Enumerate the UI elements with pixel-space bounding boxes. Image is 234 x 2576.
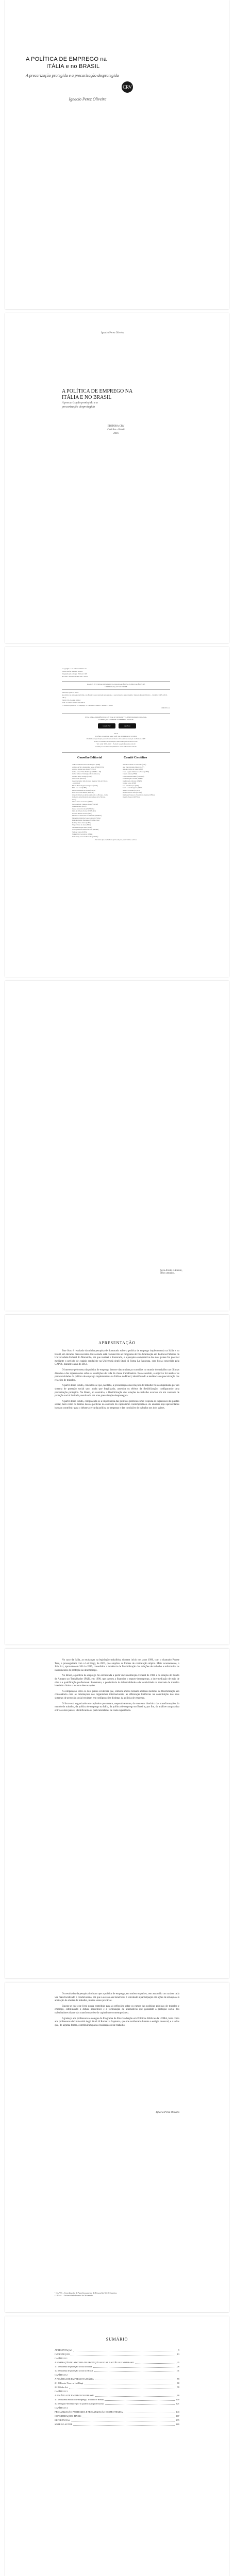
dedication bbox=[160, 1269, 182, 1275]
title-line-2: ITÁLIA E NO BRASIL bbox=[62, 395, 112, 400]
council-member: Gloria Fariñas León (Universidade de La Havana – Cuba) bbox=[72, 793, 108, 796]
scientific-committee-list bbox=[123, 764, 159, 799]
council-member: Jailson Alves dos Santos (UFRJ) bbox=[72, 801, 93, 803]
toc-entry[interactable] bbox=[55, 2389, 179, 2394]
paragraph: A partir desse estudo, constatou-se que, na Itália, a precarização das relações de trabalho foi acompanhada por um sistema de proteção social que, ainda que fragilizado, ameniza os efeitos da flexibilização, configurando uma precarização protegida. No Brasil, ao contrário, a flexibilização das relações de trabalho ocorreu em um contexto de proteção social limitada, resultando em uma precarização desprotegida. bbox=[55, 1384, 179, 1398]
presentation-body bbox=[55, 1350, 179, 1413]
cover-subtitle: A precarização protegida e a precarização desprotegida bbox=[26, 73, 119, 78]
toc-label: 1.2 O sistema de proteção social no Brasil bbox=[55, 2369, 93, 2372]
council-member: Leonel Severo Rocha (UNISINOS) bbox=[72, 807, 94, 810]
website: Conheça os nossos lançamentos: www.editoracrv.com.br bbox=[95, 745, 137, 748]
toc-leader bbox=[124, 2410, 175, 2413]
committee-member: Ozanira Silva e Silva (UFMA) bbox=[123, 791, 142, 793]
committee-member: Eliana Teixeira Bilhão (UNITINS) bbox=[123, 775, 144, 777]
title-page-publisher bbox=[82, 425, 149, 435]
paragraph: No caso da Itália, as mudanças na legislação trabalhista tiveram início nos anos 1990, com o chamado Pacote Treu, e prosseguiram com a Lei Biagi, de 2003, que ampliou as formas de contratação atípica. Mais recentemente, o Jobs Act, aprovado em 2014 e 2015, consolidou a tendência de flexibilização das relações de trabalho e reformulou os instrumentos de proteção ao desemprego. bbox=[55, 1659, 179, 1672]
rights-reserved: Todos os direitos desta edição reservados pela: Editora CRV bbox=[94, 740, 138, 742]
review-note: Este livro foi avaliado e aprovado por pareceristas ad hoc. bbox=[94, 839, 138, 841]
committee-member: Fátima Regina Cividini (UFPR) bbox=[123, 777, 143, 779]
toc-leader bbox=[94, 2369, 176, 2372]
title-page-title bbox=[62, 388, 170, 401]
toc-entry[interactable] bbox=[55, 2406, 179, 2410]
council-member: Josania Portela (UFPI) bbox=[72, 805, 87, 807]
committee-member: Rogério Trespach (UFRGS) bbox=[123, 796, 140, 798]
editorial-council-list bbox=[72, 764, 108, 838]
deposit-year: 2016 bbox=[114, 733, 118, 735]
council-member: Paulo Romualdo Hernandes (UNIFAL-MG) bbox=[72, 819, 100, 821]
publisher-name: EDITORA CRV bbox=[107, 425, 125, 428]
council-member: Rodrigo Pratte-Santos (UFES) bbox=[72, 821, 91, 824]
council-member: Guillermo Arias Beatón (Universidade de La Havana – Cuba) bbox=[72, 796, 107, 801]
toc-page-number: 167 bbox=[176, 2415, 179, 2417]
title-page bbox=[5, 313, 229, 643]
toc-label: 3.1 O Sistema Público de Emprego, Trabalho e Renda bbox=[55, 2398, 104, 2401]
summary-heading: SUMÁRIO bbox=[106, 2337, 128, 2342]
ebook-note bbox=[62, 716, 170, 721]
toc-page-number: 59 bbox=[177, 2378, 179, 2380]
toc-leader bbox=[105, 2398, 175, 2401]
presentation-page-3 bbox=[5, 1982, 229, 2312]
council-member: Maria de Lourdes Pinto de Almeida (UNOESC) bbox=[72, 815, 102, 817]
presentation-signature: Ignacio Perez Oliveira bbox=[156, 2111, 179, 2114]
committee-member: Janaína Lopes (UNB) bbox=[123, 782, 137, 784]
council-member: Lídia de Oliveira Xavier (UNIEURO) bbox=[72, 810, 96, 812]
presentation-page bbox=[5, 1315, 229, 1645]
paragraph: O livro está organizado em capítulos que tratam, respectivamente, do contexto histórico das transformações do mundo do trabalho, da política de emprego na Itália, da política de emprego no Brasil e, por fim, da análise comparativa entre os dois países, identificando as particularidades de cada experiência. bbox=[55, 1702, 179, 1712]
paragraph: A comparação entre os dois países evidencia que, embora ambos tenham adotado medidas de flexibilização em consonância com as orientações dos organismos internacionais, as diferenças históricas na constituição dos seus sistemas de proteção social resultam em configurações distintas da política de emprego. bbox=[55, 1690, 179, 1700]
toc-label: REFERÊNCIAS bbox=[55, 2419, 70, 2421]
toc-leader bbox=[93, 2365, 176, 2368]
toc-leader bbox=[84, 2381, 176, 2384]
toc-page-number: 143 bbox=[176, 2411, 179, 2413]
toc-page-number: 175 bbox=[176, 2419, 179, 2421]
publisher-logo: CRV bbox=[122, 81, 133, 93]
subtitle-line-2: precarização desprotegida bbox=[62, 405, 95, 409]
footnotes bbox=[55, 2292, 179, 2297]
committee-member: Raimunda Nonata do Nascimento Santana (UFMA) bbox=[123, 793, 155, 796]
reproduction-notice: Proibida a reprodução parcial ou total desta obra sem autorização da Editora CRV bbox=[86, 738, 146, 740]
committee-member: José Elias Marques (UFF) bbox=[123, 784, 139, 787]
dedication-page bbox=[5, 981, 229, 1311]
toc-page-number: 41 bbox=[177, 2369, 179, 2372]
toc-page-number: 13 bbox=[177, 2353, 179, 2355]
toc-page-number: 99 bbox=[177, 2394, 179, 2397]
toc-label: INTRODUÇÃO bbox=[55, 2353, 70, 2355]
toc-leader bbox=[71, 2352, 176, 2355]
paragraph: Os resultados da pesquisa indicam que a política de emprego, em ambos os países, tem assumido um caráter cada vez mais focalizado e condicionado, em que o acesso aos benefícios é vinculado à participação em ações de ativação e à aceitação de ofertas de trabalho, muitas vezes precárias. bbox=[55, 1993, 179, 2003]
imprint-credits bbox=[62, 668, 170, 678]
toc-label: CAPÍTULO 1 bbox=[55, 2357, 68, 2360]
doi: DOI 10.24824/978854441090.0 bbox=[62, 702, 85, 704]
ebook-cta: CONHEÇA E COMPRE TAMBÉM O E-BOOK bbox=[98, 719, 134, 721]
toc-entry[interactable] bbox=[55, 2418, 179, 2422]
scientific-committee-heading: Comitê Científico bbox=[124, 756, 147, 759]
toc-leader bbox=[73, 2348, 177, 2351]
toc-leader bbox=[105, 2402, 175, 2405]
divider bbox=[62, 681, 170, 682]
toc-entry[interactable] bbox=[55, 2357, 179, 2361]
cip-block bbox=[62, 683, 170, 688]
toc-label: CONSIDERAÇÕES FINAIS bbox=[55, 2415, 81, 2417]
toc-leader bbox=[73, 2422, 175, 2426]
council-member: Sydione Santos (UEPG) bbox=[72, 831, 88, 833]
copyright-text: Copyright © da Editora CRV Ltda. bbox=[62, 668, 87, 670]
toc-label: APRESENTAÇÃO bbox=[55, 2349, 73, 2351]
toc-leader bbox=[136, 2361, 176, 2364]
dedication-line-1: Para Ariela e Ramón, bbox=[160, 1269, 182, 1272]
publisher-city: Curitiba – Brasil bbox=[107, 429, 125, 431]
paragraph: Espera-se que este livro possa contribuir para as reflexões sobre os rumos das políticas públicas de trabalho e emprego, estimulando o debate acadêmico e a formulação de alternativas que garantam a proteção social dos trabalhadores diante das transformações do capitalismo contemporâneo. bbox=[55, 2005, 179, 2014]
cover-page bbox=[5, 0, 229, 309]
toc-label: 1.1 O sistema de proteção social na Itália bbox=[55, 2365, 92, 2368]
toc-page-number: 78 bbox=[177, 2386, 179, 2388]
imprint-page bbox=[5, 647, 229, 977]
toc-label: CAPÍTULO 2 bbox=[55, 2374, 68, 2376]
presentation-body-3 bbox=[55, 1993, 179, 2029]
cip-body: A política de emprego na Itália e no Brasil: a precarização protegida e a precarização desprotegida / Ignacio Perez Oliveira – Curitiba: CRV, 2016. 190 p. bbox=[62, 694, 168, 699]
toc-entry[interactable] bbox=[55, 2381, 179, 2385]
toc-entry[interactable] bbox=[55, 2373, 179, 2377]
toc-label: 2.1 O Pacote Treu e a Lei Biagi bbox=[55, 2382, 83, 2384]
paragraph: Agradeço aos professores e colegas do Programa de Pós-Graduação em Políticas Públicas da UFMA, bem como aos professores da Università degli Studi di Roma La Sapienza, que me acolheram durante o estágio doutoral, e a todos que, de alguma forma, contribuíram para a realização deste trabalho. bbox=[55, 2017, 179, 2027]
subjects: 1. Políticas públicas 2. Emprego 3. Trabalho 4. Itália 5. Brasil I. Título bbox=[62, 704, 113, 706]
toc-page-number: 100 bbox=[176, 2398, 179, 2401]
council-member: Celso Conti (UFSCar) bbox=[72, 777, 86, 779]
council-member: Francisco Carlos Duarte (PUC-PR) bbox=[72, 791, 94, 793]
toc-entry[interactable] bbox=[55, 2410, 179, 2414]
committee-member: Claudia Mazza (UFRJ) bbox=[123, 773, 137, 775]
toc-label: PRECARIZAÇÃO PROTEGIDA E PRECARIZAÇÃO DESPROTEGIDA bbox=[55, 2411, 123, 2413]
toc-page-number: 25 bbox=[177, 2361, 179, 2364]
toc-entry[interactable] bbox=[55, 2365, 179, 2369]
legal-deposit: Foi feito o depósito legal conf. Lei 10.994 de 14/12/2004 bbox=[95, 735, 137, 737]
toc-page-number: 121 bbox=[176, 2402, 179, 2405]
title-line-1: A POLÍTICA DE EMPREGO NA bbox=[62, 388, 133, 394]
ebook-note-text: ESTA OBRA TAMBÉM ENCONTRA-SE DISPONÍVEL EM FORMATO DIGITAL. bbox=[85, 716, 147, 718]
toc-entry[interactable] bbox=[55, 2402, 179, 2406]
divider bbox=[62, 752, 170, 753]
council-member: Tadeu Oliver Gonçalves (UFPA) bbox=[72, 833, 93, 835]
title-page-author: Ignacio Perez Oliveira bbox=[101, 332, 124, 334]
committee-member: Ana Paula Ornellas Mauriel (UFF) bbox=[123, 766, 144, 768]
toc-entry[interactable] bbox=[55, 2394, 179, 2398]
divider bbox=[62, 689, 170, 690]
dedication-line-2: filhos amados. bbox=[160, 1272, 175, 1275]
committee-member: Cezar Augusto Medeiros de Souza (UFPI) bbox=[123, 770, 149, 773]
toc-label: 2.2 O Jobs Act bbox=[55, 2386, 68, 2388]
presentation-body-2 bbox=[55, 1659, 179, 1715]
toc-entry[interactable] bbox=[55, 2352, 179, 2357]
cdd: CDD 331.12 bbox=[161, 707, 170, 709]
toc-entry[interactable] bbox=[55, 2361, 179, 2365]
review-text: Revisão: Analista de Escrita e Artes bbox=[62, 675, 88, 677]
cip-title: DADOS INTERNACIONAIS DE CATALOGAÇÃO NA PUBLICAÇÃO (CIP) bbox=[87, 683, 145, 685]
footnote: ¹ CAPES – Coordenação de Aperfeiçoamento de Pessoal de Nível Superior. bbox=[55, 2292, 118, 2294]
paragraph: A partir desse estudo, compreende-se a importância das políticas públicas como resposta às expressões da questão social, bem como os limites dessas políticas no contexto do capitalismo contemporâneo. As análises aqui apresentadas buscam contribuir para o debate acerca da política de emprego e das condições de trabalho nos dois países. bbox=[55, 1400, 179, 1410]
diagramming-text: Diagramação e Capa: Editora CRV bbox=[62, 673, 88, 675]
toc-page-number: 60 bbox=[177, 2382, 179, 2384]
council-member: Élsio José Corá (UFFS) bbox=[72, 787, 87, 789]
committee-member: Alba Maria Pinho de Carvalho (UFC) bbox=[123, 764, 146, 766]
council-member: Sérgio Nunes de Jesus (IFRO) bbox=[72, 824, 91, 826]
toc-label: A FORMAÇÃO DO SISTEMA DE PROTEÇÃO SOCIAL NA ITÁLIA E NO BRASIL bbox=[55, 2361, 135, 2364]
toc-entry[interactable] bbox=[55, 2385, 179, 2389]
toc-entry[interactable] bbox=[55, 2369, 179, 2373]
toc-label: A POLÍTICA DE EMPREGO NA ITÁLIA bbox=[55, 2378, 94, 2380]
council-member: Tania Suely Azevedo Brasileiro (UFOPA) bbox=[72, 835, 98, 838]
table-of-contents bbox=[55, 2348, 179, 2427]
toc-entry[interactable] bbox=[55, 2398, 179, 2402]
publisher-year: 2016 bbox=[113, 432, 119, 435]
toc-leader bbox=[69, 2385, 176, 2388]
committee-member: Iris Maria de Oliveira (UFRN) bbox=[123, 779, 142, 782]
council-member: Maria Lília Imbiriba Sousa Colares (UFOPA) bbox=[72, 817, 101, 819]
toc-leader bbox=[82, 2414, 175, 2417]
council-member: Aldira Guimarães Duarte Domínguez (UNB) bbox=[72, 764, 101, 766]
presentation-page-2 bbox=[5, 1649, 229, 1978]
toc-label: CAPÍTULO 3 bbox=[55, 2390, 68, 2393]
toc-label: A POLÍTICA DE EMPREGO NO BRASIL bbox=[55, 2394, 94, 2397]
toc-label: 3.2 O seguro-desemprego e a qualificação profissional bbox=[55, 2402, 104, 2405]
toc-page-number: 26 bbox=[177, 2365, 179, 2368]
cip-record bbox=[62, 691, 170, 709]
cover-title bbox=[26, 56, 149, 70]
toc-page-number: 189 bbox=[176, 2423, 179, 2426]
council-member: Carlos Alberto Vilar Estêvão (UMINHO – PT) bbox=[72, 770, 102, 773]
toc-entry[interactable] bbox=[55, 2348, 179, 2352]
editor-text: Editor-chefe: Railson Moura bbox=[62, 670, 83, 672]
toc-label: SOBRE O AUTOR bbox=[55, 2423, 73, 2426]
cover-author: Ignacio Perez Oliveira bbox=[69, 97, 107, 101]
council-member: Elione Maria Nogueira Diogenes (UFAL) bbox=[72, 784, 98, 787]
google-play-badge[interactable]: Google Play bbox=[98, 723, 115, 728]
committee-member: Antonio Carlos de Sousa (UFPI) bbox=[123, 768, 143, 770]
council-member: Antônio Pereira Gaio Júnior (UFRRJ) bbox=[72, 768, 96, 770]
committee-member: Maria Lúcia Duriguetto (UFJF) bbox=[123, 787, 142, 789]
toc-entry[interactable] bbox=[55, 2414, 179, 2418]
editorial-council-heading: Conselho Editorial bbox=[77, 756, 103, 759]
council-member: João Adalberto Campato Junior (UNESP) bbox=[72, 803, 98, 805]
council-member: Cesar Gerónimo Tello (Univer. Nacional Três de Febrero – Argentina) bbox=[72, 779, 108, 784]
paragraph: No Brasil, a política de emprego foi estruturada a partir da Constituição Federal de 1988 e da criação do Fundo de Amparo ao Trabalhador (FAT), em 1990, que passou a financiar o seguro-desemprego, a intermediação de mão de obra e a qualificação profissional. Entretanto, a persistência da informalidade e da rotatividade no mercado de trabalho brasileiro limita o alcance dessas ações. bbox=[55, 1674, 179, 1688]
paragraph: O interesse pelo tema da política de emprego decorre das mudanças ocorridas no mundo do trabalho nas últimas décadas e das repercussões sobre as condições de vida da classe trabalhadora. Nesse sentido, o objetivo foi analisar as particularidades da política de emprego implementada na Itália e no Brasil, identificando a tendência de precarização das relações de trabalho. bbox=[55, 1368, 179, 1382]
title-page-subtitle bbox=[62, 401, 170, 409]
deposit-block bbox=[62, 733, 170, 748]
toc-entry[interactable] bbox=[55, 2377, 179, 2381]
cip-author: Oliveira, Ignacio Perez bbox=[62, 691, 79, 693]
contact-info: Tel.: (41) 3039-6418 - E-mail: sac@editoracrv.com.br bbox=[96, 743, 136, 745]
toc-leader bbox=[95, 2394, 176, 2397]
toc-leader bbox=[95, 2377, 176, 2380]
cover-title-line-1: A POLÍTICA DE EMPREGO na bbox=[26, 56, 107, 62]
council-member: Lourdes Helena da Silva (UFV) bbox=[72, 812, 92, 815]
council-member: Andréia da Silva Quintanilha Sousa (UNIR/UFRN) bbox=[72, 766, 104, 768]
summary-page bbox=[5, 2316, 229, 2576]
subtitle-line-1: A precarização protegida e a bbox=[62, 401, 98, 404]
council-member: Carlos Federico Dominguez Avila (Unieuro) bbox=[72, 773, 100, 775]
council-member: Carmen Tereza Velanga (UNIR) bbox=[72, 775, 92, 777]
toc-label: CAPÍTULO 4 bbox=[55, 2406, 68, 2409]
divider bbox=[62, 713, 170, 714]
toc-page-number: 9 bbox=[178, 2349, 179, 2351]
cover-title-line-2: ITÁLIA e no BRASIL bbox=[46, 63, 100, 70]
isbn: ISBN 978-85-444-1090-0 bbox=[62, 699, 81, 701]
app-store-badge[interactable]: App Store bbox=[119, 723, 136, 728]
council-member: Elizeu Clementino de Souza (UNEB) bbox=[72, 789, 95, 791]
council-member: Solange Helena Ximenes-Rocha (UFOPA) bbox=[72, 828, 99, 831]
footnote: ² UFMA – Universidade Federal do Maranhão. bbox=[55, 2294, 94, 2297]
paragraph: Este livro é resultado da minha pesquisa de doutorado sobre a política de emprego implementada na Itália e no Brasil, em décadas mais recentes. Este estudo está circunscrito ao Programa de Pós-Graduação em Políticas Públicas da Universidade Federal do Maranhão, em que realizei o doutorado, e a pesquisa comparativa dos dois países foi possível mediante o período de estágio sanduíche na Università degli Studi di Roma La Sapienza, com bolsa concedida pela CAPES, durante o ano de 2012. bbox=[55, 1350, 179, 1366]
toc-leader bbox=[71, 2418, 175, 2421]
presentation-heading: APRESENTAÇÃO bbox=[98, 1341, 136, 1345]
toc-entry[interactable] bbox=[55, 2422, 179, 2427]
cip-subtitle: CATALOGAÇÃO NA FONTE bbox=[105, 686, 127, 688]
council-member: Simone Rodrigues Pinto (UNB) bbox=[72, 826, 92, 828]
committee-member: Neusa Cavalcante (UFSCar) bbox=[123, 789, 141, 791]
